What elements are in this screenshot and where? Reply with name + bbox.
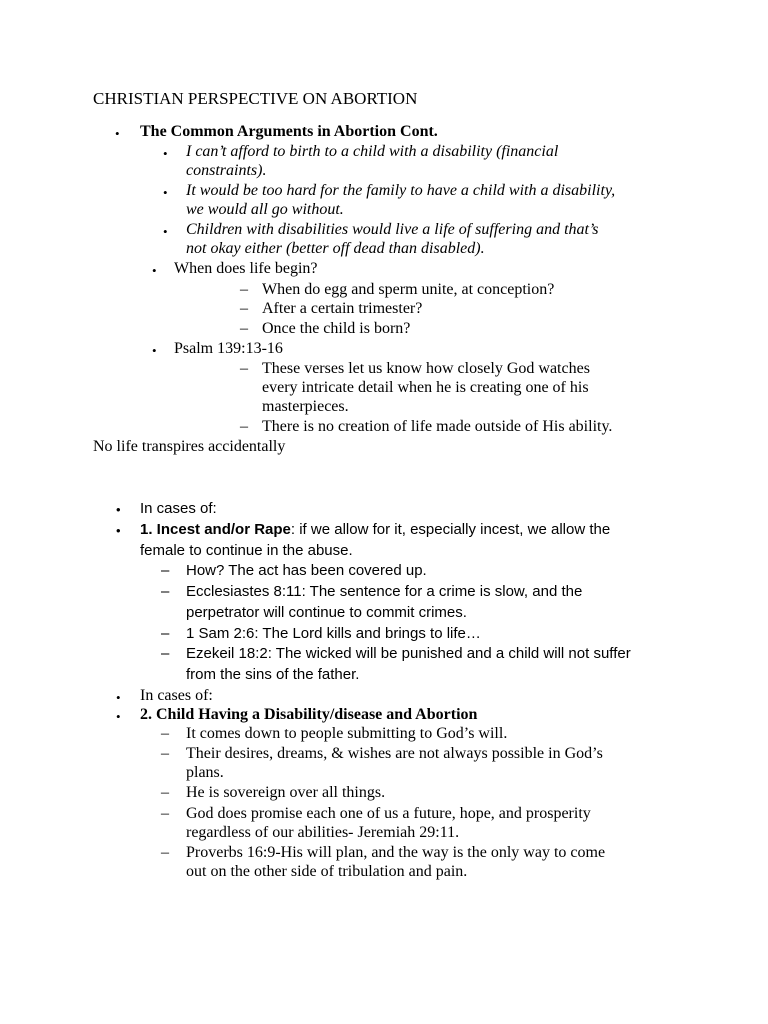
bullet-glyph: • <box>116 690 121 705</box>
dash-glyph: – <box>161 562 170 579</box>
argument-line: we would all go without. <box>186 201 344 218</box>
list-item: Ecclesiastes 8:11: The sentence for a crime is slow, and the <box>186 583 583 600</box>
bullet-glyph: • <box>115 126 120 141</box>
argument-line: not okay either (better off dead than disabled). <box>186 240 485 257</box>
dash-glyph: – <box>161 784 169 801</box>
dash-glyph: – <box>161 844 169 861</box>
page-title: CHRISTIAN PERSPECTIVE ON ABORTION <box>93 89 418 108</box>
list-item: perpetrator will continue to commit crimes. <box>186 604 467 621</box>
section-heading: 2. Child Having a Disability/disease and Abortion <box>140 706 478 723</box>
list-item: every intricate detail when he is creating one of his <box>262 379 589 396</box>
bullet-glyph: • <box>152 343 157 358</box>
list-item: Proverbs 16:9-His will plan, and the way is the only way to come <box>186 844 606 861</box>
bullet-glyph: • <box>116 523 121 538</box>
list-item: female to continue in the abuse. <box>140 542 353 559</box>
list-item: After a certain trimester? <box>262 300 423 317</box>
bullet-glyph: • <box>152 263 157 278</box>
dash-glyph: – <box>161 805 169 822</box>
list-item: plans. <box>186 764 224 781</box>
closing-line: No life transpires accidentally <box>93 438 286 455</box>
dash-glyph: – <box>240 320 248 337</box>
list-item: There is no creation of life made outside of His ability. <box>262 418 613 435</box>
dash-glyph: – <box>161 745 169 762</box>
list-item <box>140 520 610 541</box>
dash-glyph: – <box>240 281 248 298</box>
dash-glyph: – <box>240 360 248 377</box>
list-item: Psalm 139:13-16 <box>174 340 283 357</box>
argument-line: Children with disabilities would live a life of suffering and that’s <box>186 221 599 238</box>
bullet-glyph: • <box>163 185 168 200</box>
list-item: It comes down to people submitting to God’s will. <box>186 725 508 742</box>
list-item: He is sovereign over all things. <box>186 784 386 801</box>
argument-line: It would be too hard for the family to have a child with a disability, <box>186 182 616 199</box>
item-heading: 1. Incest and/or Rape <box>140 521 291 538</box>
bullet-glyph: • <box>163 146 168 161</box>
item-text: : if we allow for it, especially incest, we allow the <box>290 521 611 538</box>
list-item: Ezekeil 18:2: The wicked will be punished and a child will not suffer <box>186 645 631 662</box>
dash-glyph: – <box>161 625 170 642</box>
dash-glyph: – <box>240 418 248 435</box>
section-heading: The Common Arguments in Abortion Cont. <box>140 123 438 140</box>
list-item: Their desires, dreams, & wishes are not always possible in God’s <box>186 745 603 762</box>
bullet-glyph: • <box>116 502 121 517</box>
list-item: In cases of: <box>140 687 213 704</box>
argument-line: I can’t afford to birth to a child with a disability (financial <box>186 143 559 160</box>
bullet-glyph: • <box>116 709 121 724</box>
list-item: In cases of: <box>140 500 217 517</box>
dash-glyph: – <box>161 645 170 662</box>
list-item: When do egg and sperm unite, at conception? <box>262 281 555 298</box>
list-item: 1 Sam 2:6: The Lord kills and brings to life… <box>186 625 481 642</box>
list-item: When does life begin? <box>174 260 318 277</box>
list-item: masterpieces. <box>262 398 349 415</box>
list-item: How? The act has been covered up. <box>186 562 427 579</box>
list-item: These verses let us know how closely God watches <box>262 360 590 377</box>
list-item: from the sins of the father. <box>186 666 360 683</box>
list-item: out on the other side of tribulation and pain. <box>186 863 468 880</box>
list-item: God does promise each one of us a future, hope, and prosperity <box>186 805 591 822</box>
dash-glyph: – <box>161 725 169 742</box>
list-item: regardless of our abilities- Jeremiah 29:11. <box>186 824 460 841</box>
dash-glyph: – <box>161 583 170 600</box>
bullet-glyph: • <box>163 224 168 239</box>
list-item: Once the child is born? <box>262 320 411 337</box>
dash-glyph: – <box>240 300 248 317</box>
argument-line: constraints). <box>186 162 267 179</box>
